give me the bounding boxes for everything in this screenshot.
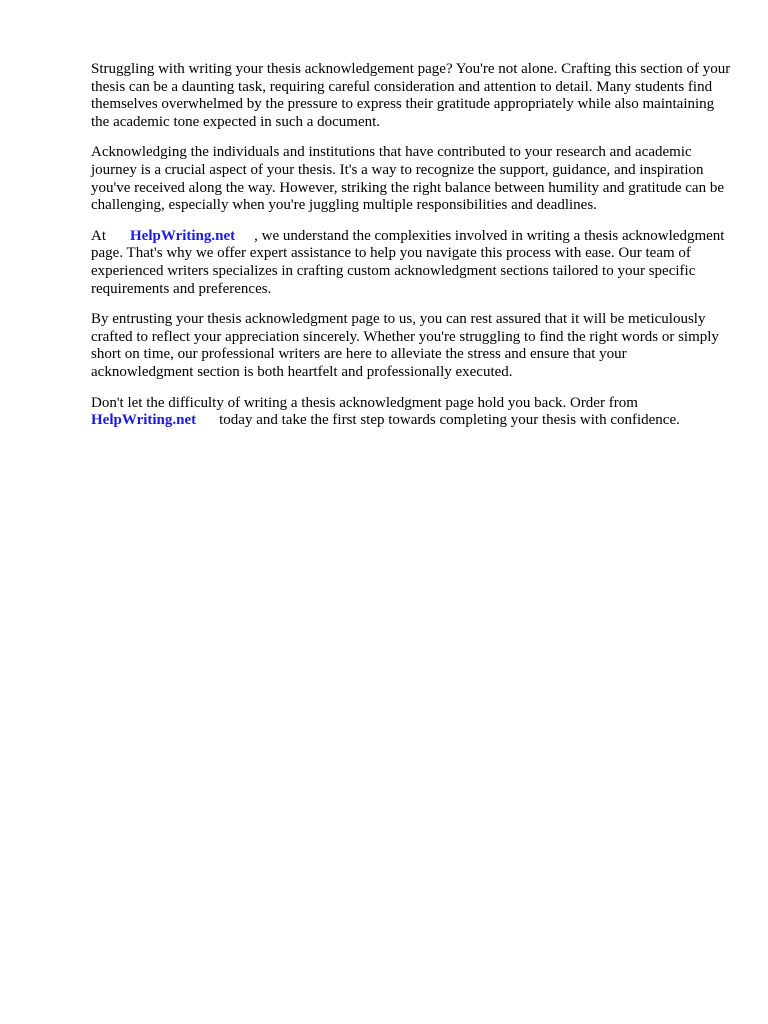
helpwriting-order-link[interactable]: HelpWriting.net <box>91 412 197 429</box>
paragraph-entrusting: By entrusting your thesis acknowledgment page to us, you can rest assured that it will be meticulously crafted to reflect your appreciation sincerely. Whether you're struggling to find the right words or simply short on time, our professional writers are here to alleviate the stress and ensure that your acknowledgment section is both heartfelt and professionally executed. <box>91 311 719 380</box>
document-body <box>91 61 731 430</box>
paragraph-suffix-text: , we understand the complexities involved in writing a thesis acknowledgment page. That's why we offer expert assistance to help you navigate this process with ease. Our team of experienced writers specializes in crafting custom acknowledgment sections tailored to your specific requirements and preferences. <box>91 227 725 297</box>
paragraph-intro: Struggling with writing your thesis acknowledgement page? You're not alone. Crafting this section of your thesis can be a daunting task, requiring careful consideration and attention to detail. Many students find themselves overwhelmed by the pressure to express their gratitude appropriately while also maintaining the academic tone expected in such a document. <box>91 61 731 130</box>
cta-prefix-text: Don't let the difficulty of writing a thesis acknowledgment page hold you back. Order from <box>91 394 638 411</box>
paragraph-prefix-text: At <box>91 227 106 244</box>
paragraph-acknowledging: Acknowledging the individuals and institutions that have contributed to your research and academic journey is a crucial aspect of your thesis. It's a way to recognize the support, guidance, and inspiration you've received along the way. However, striking the right balance between humility and gratitude can be challenging, especially when you're juggling multiple responsibilities and deadlines. <box>91 144 724 214</box>
cta-suffix-text: today and take the first step towards completing your thesis with confidence. <box>219 412 680 429</box>
paragraph-call-to-action <box>91 395 731 430</box>
paragraph-helpwriting-offer <box>91 228 731 298</box>
helpwriting-link[interactable]: HelpWriting.net <box>130 227 236 244</box>
